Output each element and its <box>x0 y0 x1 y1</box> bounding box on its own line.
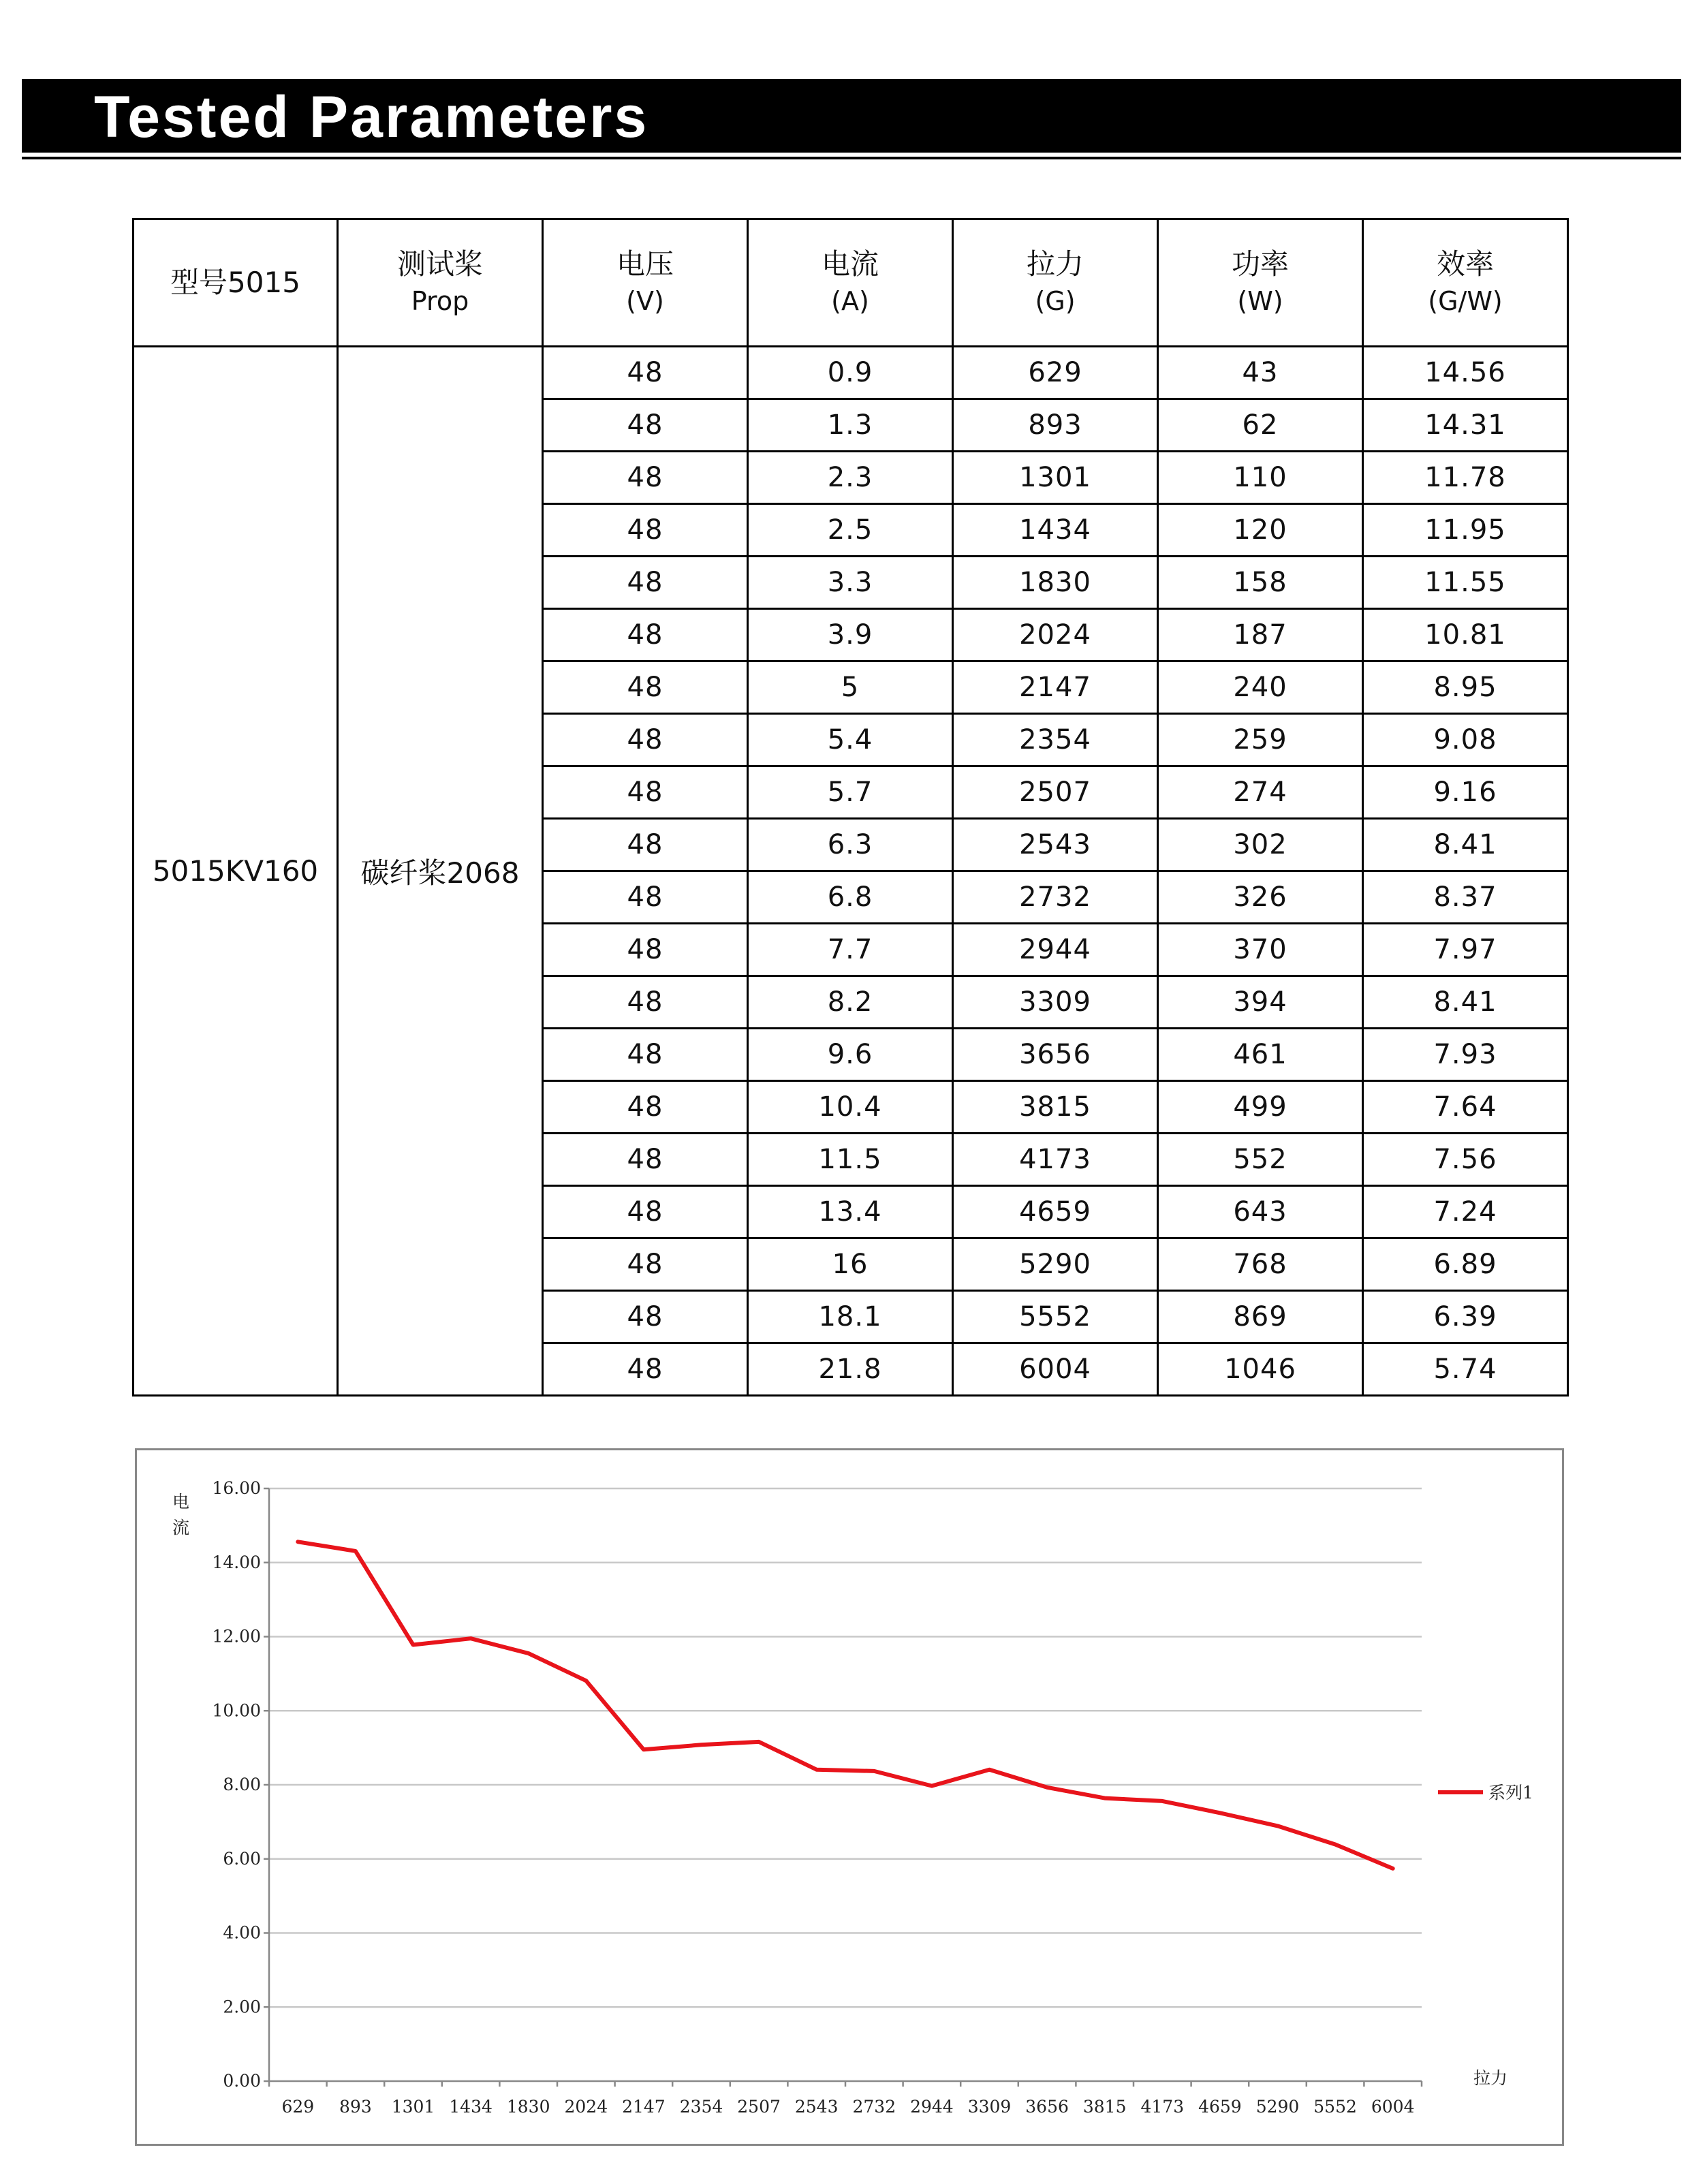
col-header-efficiency <box>1363 219 1568 347</box>
thrust-cell: 2147 <box>953 661 1158 714</box>
thrust-cell: 1434 <box>953 504 1158 557</box>
power-cell: 326 <box>1158 871 1363 924</box>
efficiency-cell: 7.93 <box>1363 1029 1568 1081</box>
thrust-cell: 2354 <box>953 714 1158 766</box>
efficiency-cell: 7.97 <box>1363 924 1568 976</box>
x-tick-label: 2147 <box>622 2097 666 2117</box>
current-cell: 3.9 <box>748 609 953 661</box>
model-cell: 5015KV160 <box>134 347 338 1396</box>
voltage-cell: 48 <box>543 1029 748 1081</box>
power-cell: 120 <box>1158 504 1363 557</box>
y-tick-label: 6.00 <box>223 1848 261 1869</box>
thrust-cell: 2543 <box>953 819 1158 871</box>
x-tick-label: 5290 <box>1255 2097 1300 2117</box>
y-tick-label: 14.00 <box>212 1552 261 1572</box>
current-cell: 3.3 <box>748 557 953 609</box>
power-cell: 187 <box>1158 609 1363 661</box>
efficiency-cell: 11.95 <box>1363 504 1568 557</box>
col-header-voltage <box>543 219 748 347</box>
power-cell: 240 <box>1158 661 1363 714</box>
power-cell: 302 <box>1158 819 1363 871</box>
voltage-cell: 48 <box>543 1291 748 1343</box>
efficiency-cell: 7.24 <box>1363 1186 1568 1238</box>
thrust-cell: 3309 <box>953 976 1158 1029</box>
table-row <box>134 347 1568 399</box>
efficiency-cell: 6.39 <box>1363 1291 1568 1343</box>
col-header-unit: (G/W) <box>1428 286 1503 316</box>
power-cell: 768 <box>1158 1238 1363 1291</box>
current-cell: 10.4 <box>748 1081 953 1134</box>
current-cell: 21.8 <box>748 1343 953 1396</box>
col-header-label: 测试桨 <box>396 247 483 281</box>
current-cell: 1.3 <box>748 399 953 452</box>
y-tick-label: 8.00 <box>223 1775 261 1794</box>
col-header-unit: (V) <box>626 286 664 316</box>
y-tick-label: 0.00 <box>223 2071 261 2091</box>
current-cell: 18.1 <box>748 1291 953 1343</box>
thrust-cell: 2507 <box>953 766 1158 819</box>
col-header-unit: (G) <box>1035 286 1076 316</box>
x-tick-label: 4659 <box>1198 2097 1242 2117</box>
x-tick-label: 4173 <box>1140 2097 1185 2117</box>
efficiency-cell: 7.64 <box>1363 1081 1568 1134</box>
thrust-cell: 4659 <box>953 1186 1158 1238</box>
parameters-table <box>132 218 1569 1397</box>
thrust-cell: 5290 <box>953 1238 1158 1291</box>
col-header-model <box>134 219 338 347</box>
power-cell: 1046 <box>1158 1343 1363 1396</box>
y-axis-label-char: 电 <box>172 1492 190 1512</box>
col-header-label: 效率 <box>1436 247 1494 281</box>
x-tick-label: 2944 <box>910 2097 954 2117</box>
series-line <box>298 1542 1392 1869</box>
efficiency-cell: 14.56 <box>1363 347 1568 399</box>
current-cell: 8.2 <box>748 976 953 1029</box>
col-header-label: 拉力 <box>1026 247 1084 281</box>
voltage-cell: 48 <box>543 1186 748 1238</box>
power-cell: 62 <box>1158 399 1363 452</box>
power-cell: 259 <box>1158 714 1363 766</box>
efficiency-cell: 5.74 <box>1363 1343 1568 1396</box>
y-tick-label: 16.00 <box>212 1478 261 1498</box>
efficiency-cell: 10.81 <box>1363 609 1568 661</box>
efficiency-cell: 14.31 <box>1363 399 1568 452</box>
thrust-cell: 1301 <box>953 452 1158 504</box>
x-tick-label: 2543 <box>794 2097 839 2117</box>
thrust-cell: 5552 <box>953 1291 1158 1343</box>
efficiency-cell: 8.95 <box>1363 661 1568 714</box>
x-tick-label: 1301 <box>391 2097 435 2117</box>
thrust-cell: 2024 <box>953 609 1158 661</box>
current-cell: 7.7 <box>748 924 953 976</box>
thrust-cell: 1830 <box>953 557 1158 609</box>
efficiency-cell: 8.41 <box>1363 976 1568 1029</box>
voltage-cell: 48 <box>543 399 748 452</box>
voltage-cell: 48 <box>543 1343 748 1396</box>
x-tick-label: 2732 <box>852 2097 896 2117</box>
power-cell: 110 <box>1158 452 1363 504</box>
x-tick-label: 6004 <box>1371 2097 1415 2117</box>
current-cell: 2.5 <box>748 504 953 557</box>
power-cell: 461 <box>1158 1029 1363 1081</box>
voltage-cell: 48 <box>543 766 748 819</box>
x-tick-label: 1434 <box>449 2097 493 2117</box>
voltage-cell: 48 <box>543 714 748 766</box>
x-tick-label: 2354 <box>679 2097 723 2117</box>
col-header-label: 功率 <box>1231 247 1289 281</box>
x-tick-label: 3815 <box>1082 2097 1127 2117</box>
voltage-cell: 48 <box>543 819 748 871</box>
col-header-label: 型号5015 <box>170 266 300 299</box>
power-cell: 370 <box>1158 924 1363 976</box>
voltage-cell: 48 <box>543 871 748 924</box>
y-tick-label: 12.00 <box>212 1626 261 1647</box>
x-tick-label: 3656 <box>1025 2097 1069 2117</box>
current-cell: 5.7 <box>748 766 953 819</box>
y-tick-label: 2.00 <box>223 1997 261 2017</box>
x-tick-label: 3309 <box>967 2097 1012 2117</box>
x-tick-label: 629 <box>281 2097 315 2117</box>
voltage-cell: 48 <box>543 1238 748 1291</box>
legend-label: 系列1 <box>1488 1783 1533 1803</box>
thrust-cell: 3656 <box>953 1029 1158 1081</box>
col-header-label: 电压 <box>616 247 674 281</box>
power-cell: 552 <box>1158 1134 1363 1186</box>
voltage-cell: 48 <box>543 609 748 661</box>
current-cell: 16 <box>748 1238 953 1291</box>
voltage-cell: 48 <box>543 924 748 976</box>
voltage-cell: 48 <box>543 452 748 504</box>
current-thrust-chart <box>137 1450 1562 2144</box>
current-cell: 13.4 <box>748 1186 953 1238</box>
current-cell: 11.5 <box>748 1134 953 1186</box>
col-header-thrust <box>953 219 1158 347</box>
y-axis-label-char: 流 <box>172 1518 190 1538</box>
power-cell: 394 <box>1158 976 1363 1029</box>
voltage-cell: 48 <box>543 347 748 399</box>
efficiency-cell: 8.37 <box>1363 871 1568 924</box>
table-header-row <box>134 219 1568 347</box>
col-header-prop <box>338 219 543 347</box>
current-cell: 0.9 <box>748 347 953 399</box>
current-cell: 6.8 <box>748 871 953 924</box>
current-cell: 2.3 <box>748 452 953 504</box>
power-cell: 643 <box>1158 1186 1363 1238</box>
x-axis-label: 拉力 <box>1473 2068 1508 2088</box>
x-tick-label: 5552 <box>1313 2097 1357 2117</box>
voltage-cell: 48 <box>543 976 748 1029</box>
current-cell: 9.6 <box>748 1029 953 1081</box>
power-cell: 499 <box>1158 1081 1363 1134</box>
efficiency-cell: 7.56 <box>1363 1134 1568 1186</box>
power-cell: 158 <box>1158 557 1363 609</box>
chart-frame <box>135 1448 1564 2146</box>
thrust-cell: 629 <box>953 347 1158 399</box>
col-header-sublabel: Prop <box>411 286 469 316</box>
power-cell: 869 <box>1158 1291 1363 1343</box>
thrust-cell: 4173 <box>953 1134 1158 1186</box>
col-header-label: 电流 <box>821 247 879 281</box>
thrust-cell: 2732 <box>953 871 1158 924</box>
page-title: Tested Parameters <box>94 84 649 150</box>
voltage-cell: 48 <box>543 557 748 609</box>
current-cell: 6.3 <box>748 819 953 871</box>
col-header-unit: (W) <box>1237 286 1283 316</box>
col-header-unit: (A) <box>831 286 869 316</box>
current-cell: 5.4 <box>748 714 953 766</box>
efficiency-cell: 9.16 <box>1363 766 1568 819</box>
x-tick-label: 893 <box>339 2097 372 2117</box>
voltage-cell: 48 <box>543 1081 748 1134</box>
y-tick-label: 10.00 <box>212 1700 261 1721</box>
thrust-cell: 3815 <box>953 1081 1158 1134</box>
efficiency-cell: 11.55 <box>1363 557 1568 609</box>
power-cell: 43 <box>1158 347 1363 399</box>
header-rule <box>22 157 1681 159</box>
x-tick-label: 1830 <box>506 2097 550 2117</box>
voltage-cell: 48 <box>543 1134 748 1186</box>
efficiency-cell: 9.08 <box>1363 714 1568 766</box>
prop-cell: 碳纤桨2068 <box>338 347 543 1396</box>
col-header-current <box>748 219 953 347</box>
header-banner <box>22 79 1681 153</box>
thrust-cell: 6004 <box>953 1343 1158 1396</box>
thrust-cell: 2944 <box>953 924 1158 976</box>
y-tick-label: 4.00 <box>223 1922 261 1943</box>
voltage-cell: 48 <box>543 504 748 557</box>
thrust-cell: 893 <box>953 399 1158 452</box>
x-tick-label: 2024 <box>564 2097 608 2117</box>
efficiency-cell: 6.89 <box>1363 1238 1568 1291</box>
efficiency-cell: 8.41 <box>1363 819 1568 871</box>
x-tick-label: 2507 <box>737 2097 781 2117</box>
voltage-cell: 48 <box>543 661 748 714</box>
efficiency-cell: 11.78 <box>1363 452 1568 504</box>
power-cell: 274 <box>1158 766 1363 819</box>
current-cell: 5 <box>748 661 953 714</box>
col-header-power <box>1158 219 1363 347</box>
